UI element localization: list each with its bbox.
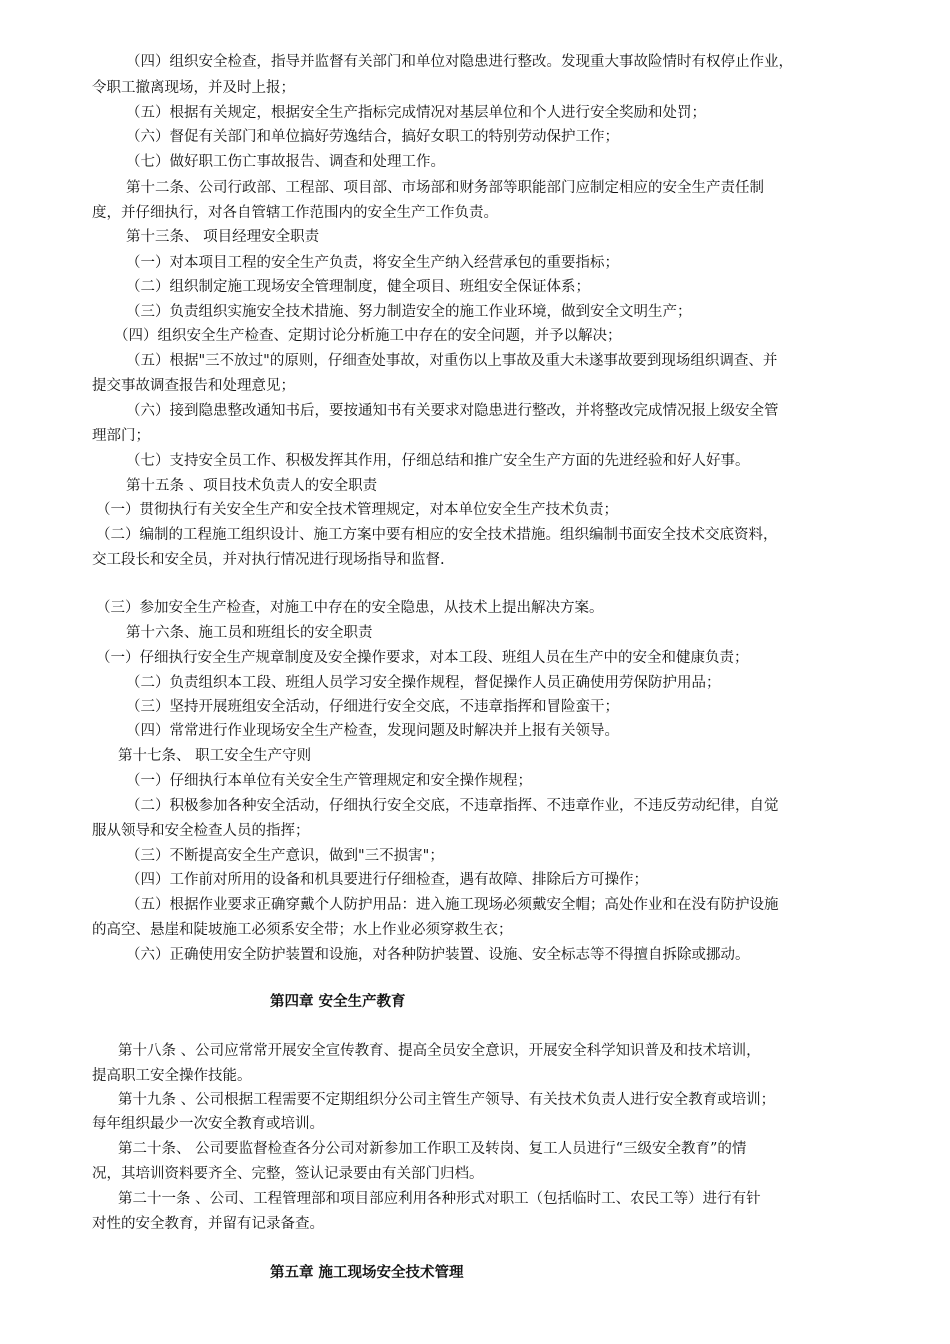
article-heading: 第十六条、施工员和班组长的安全职责 [126,625,373,641]
article-heading: 第二十一条 、公司、工程管理部和项目部应利用各种形式对职工（包括临时工、农民工等）进行有针 [118,1191,761,1207]
text-line: （二）积极参加各种安全活动，仔细执行安全交底，不违章指挥、不违章作业，不违反劳动纪律，自觉 [126,798,779,814]
chapter-heading: 第四章 安全生产教育 [270,994,406,1010]
text-line: （一）对本项目工程的安全生产负责，将安全生产纳入经营承包的重要指标； [126,255,619,271]
article-heading: 第十二条、公司行政部、工程部、项目部、市场部和财务部等职能部门应制定相应的安全生产责任制 [126,180,764,196]
text-line: 况，其培训资料要齐全、完整，签认记录要由有关部门归档。 [92,1166,484,1182]
article-heading: 第十八条 、公司应常常开展安全宣传教育、提高全员安全意识，开展安全科学知识普及和技术培训， [118,1043,761,1059]
text-line: 服从领导和安全检查人员的指挥； [92,823,310,839]
text-line: （四）工作前对所用的设备和机具要进行仔细检查，遇有故障、排除后方可操作； [126,872,648,888]
article-heading: 第二十条、 公司要监督检查各分公司对新参加工作职工及转岗、复工人员进行“三级安全教育”的情 [118,1141,747,1157]
text-line: （二）负责组织本工段、班组人员学习安全操作规程，督促操作人员正确使用劳保防护用品； [126,675,721,691]
text-line: 提交事故调查报告和处理意见； [92,378,295,394]
article-heading: 第十七条、 职工安全生产守则 [118,748,312,764]
text-line: （三）坚持开展班组安全活动，仔细进行安全交底，不违章指挥和冒险蛮干； [126,699,619,715]
text-line: （三）负责组织实施安全技术措施、努力制造安全的施工作业环境，做到安全文明生产； [126,304,692,320]
text-line: （一）仔细执行安全生产规章制度及安全操作要求，对本工段、班组人员在生产中的安全和健康负责； [96,650,749,666]
text-line: 令职工撤离现场，并及时上报； [92,80,295,96]
text-line: （一）贯彻执行有关安全生产和安全技术管理规定，对本单位安全生产技术负责； [96,502,618,518]
text-line: （七）做好职工伤亡事故报告、调查和处理工作。 [126,154,445,170]
text-line: 的高空、悬崖和陡坡施工必须系安全带；水上作业必须穿救生衣； [92,922,513,938]
text-line: 每年组织最少一次安全教育或培训。 [92,1116,324,1132]
text-line: 理部门； [92,428,150,444]
text-line: （五）根据"三不放过"的原则，仔细查处事故，对重伤以上事故及重大未遂事故要到现场组织调查、并 [126,353,778,369]
text-line: （二）编制的工程施工组织设计、施工方案中要有相应的安全技术措施。组织编制书面安全技术交底资料， [96,527,778,543]
text-line: 提高职工安全操作技能。 [92,1068,252,1084]
text-line: （四）常常进行作业现场安全生产检查，发现问题及时解决并上报有关领导。 [126,723,619,739]
text-line: （七）支持安全员工作、积极发挥其作用，仔细总结和推广安全生产方面的先进经验和好人好事。 [126,453,750,469]
article-heading: 第十九条 、公司根据工程需要不定期组织分公司主管生产领导、有关技术负责人进行安全教育或培训； [118,1092,776,1108]
text-line: （六）接到隐患整改通知书后，要按通知书有关要求对隐患进行整改，并将整改完成情况报上级安全管 [126,403,779,419]
text-line: （三）不断提高安全生产意识，做到"三不损害"； [126,848,444,864]
chapter-heading: 第五章 施工现场安全技术管理 [270,1265,464,1281]
text-line: （五）根据作业要求正确穿戴个人防护用品：进入施工现场必须戴安全帽；高处作业和在没有防护设施 [126,897,779,913]
text-line: （四）组织安全检查，指导并监督有关部门和单位对隐患进行整改。发现重大事故险情时有权停止作业， [126,54,793,70]
text-line: （二）组织制定施工现场安全管理制度，健全项目、班组安全保证体系； [126,279,590,295]
text-line: （五）根据有关规定，根据安全生产指标完成情况对基层单位和个人进行安全奖励和处罚； [126,105,706,121]
text-line: （四）组织安全生产检查、定期讨论分析施工中存在的安全问题，并予以解决； [114,328,622,344]
text-line: （一）仔细执行本单位有关安全生产管理规定和安全操作规程； [126,773,532,789]
text-line: 交工段长和安全员，并对执行情况进行现场指导和监督. [92,552,445,568]
text-line: 度，并仔细执行，对各自管辖工作范围内的安全生产工作负责。 [92,205,498,221]
text-line: （六）正确使用安全防护装置和设施，对各种防护装置、设施、安全标志等不得擅自拆除或挪动。 [126,947,750,963]
text-line: （六）督促有关部门和单位搞好劳逸结合，搞好女职工的特别劳动保护工作； [126,129,619,145]
text-line: （三）参加安全生产检查，对施工中存在的安全隐患，从技术上提出解决方案。 [96,600,604,616]
article-heading: 第十三条、 项目经理安全职责 [126,229,320,245]
article-heading: 第十五条 、项目技术负责人的安全职责 [126,478,378,494]
text-line: 对性的安全教育，并留有记录备查。 [92,1216,324,1232]
